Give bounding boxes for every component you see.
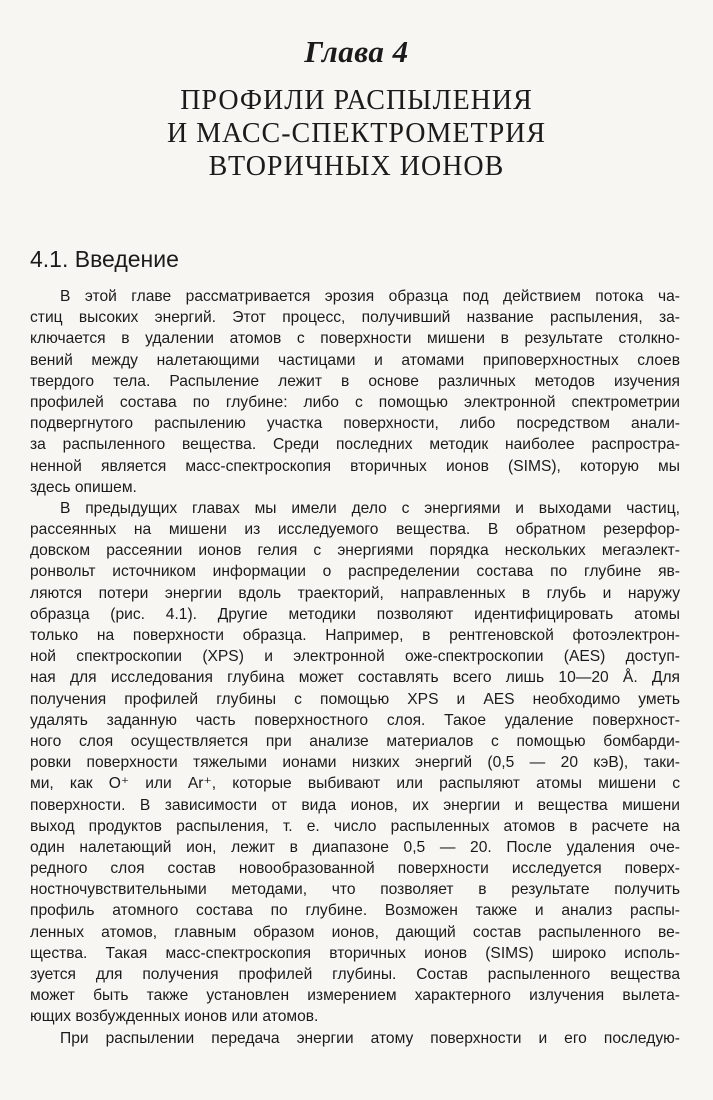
text-line: зуется для получения профилей глубины. Состав распыленного вещества: [30, 966, 680, 983]
text-line: ная для исследования глубина может составлять всего лишь 10—20 Å. Для: [30, 669, 680, 687]
text-line: редного слоя состав новообразованной поверхности исследуется поверх-: [30, 860, 680, 878]
text-line: ровки поверхности тяжелыми ионами низких энергий (0,5 — 20 кэВ), таки-: [30, 754, 680, 772]
text-line: щества. Такая масс-спектроскопия вторичных ионов (SIMS) широко исполь-: [30, 944, 680, 962]
chapter-title-line: И МАСС-СПЕКТРОМЕТРИЯ: [166, 118, 547, 149]
text-line: довском рассеянии ионов гелия с энергиями порядка нескольких мегаэлект-: [30, 542, 680, 560]
text-line: ной спектроскопии (XPS) и электронной оже-спектроскопии (AES) доступ-: [30, 648, 680, 666]
text-line: ми, как O⁺ или Ar⁺, которые выбивают или распыляют атомы мишени с: [30, 775, 680, 793]
text-line: ленных атомов, главным образом ионов, дающий состав распыленного ве-: [30, 923, 680, 941]
text-line: ного слоя осуществляется при анализе материалов с помощью бомбарди-: [30, 732, 680, 750]
text-line: профилей состава по глубине: либо с помощью электронной спектрометрии: [30, 393, 680, 411]
text-line: за распыленного вещества. Среди последних методик наиболее распростра-: [30, 436, 680, 454]
chapter-title-line: ВТОРИЧНЫХ ИОНОВ: [208, 151, 505, 182]
chapter-title-line: ПРОФИЛИ РАСПЫЛЕНИЯ: [180, 85, 533, 116]
text-line: ющих возбужденных ионов или атомов.: [30, 1008, 319, 1026]
text-line: ронвольт источником информации о распределении состава по глубине яв-: [30, 563, 680, 581]
text-line: стиц высоких энергий. Этот процесс, получивший название распыления, за-: [30, 309, 680, 327]
text-line: получения профилей глубины с помощью XPS и AES необходимо уметь: [30, 690, 680, 708]
text-line: твердого тела. Распыление лежит в основе различных методов изучения: [30, 372, 680, 390]
text-line: подвергнутого распылению участка поверхности, либо посредством анали-: [30, 415, 680, 433]
text-line: В предыдущих главах мы имели дело с энергиями и выходами частиц,: [60, 499, 680, 517]
paragraph-3: [30, 1028, 680, 1049]
text-line: может быть также установлен измерением характерного излучения вылета-: [30, 987, 680, 1005]
text-line: выход продуктов распыления, т. е. число распыленных атомов в расчете на: [30, 817, 680, 835]
chapter-title: [0, 84, 713, 183]
text-line: ненной является масс-спектроскопия вторичных ионов (SIMS), которую мы: [30, 457, 680, 475]
text-line: профиль атомного состава по глубине. Возможен также и анализ распы-: [30, 902, 680, 920]
body-text: [30, 286, 680, 1049]
text-line: При распылении передача энергии атому поверхности и его последую-: [60, 1029, 680, 1047]
text-line: удалять заданную часть поверхностного слоя. Такое удаление поверхност-: [30, 711, 680, 729]
chapter-label: Глава 4: [304, 34, 409, 69]
section-heading: 4.1. Введение: [30, 246, 179, 272]
text-line: вений между налетающими частицами и атомами приповерхностных слоев: [30, 351, 680, 369]
text-line: только на поверхности образца. Например, в рентгеновской фотоэлектрон-: [30, 627, 680, 644]
text-line: ляются потери энергии вдоль траекторий, направленных в глубь и наружу: [30, 584, 680, 602]
text-line: рассеянных на мишени из исследуемого вещества. В обратном резерфор-: [30, 521, 680, 539]
paragraph-1: [30, 286, 680, 498]
text-line: один налетающий ион, лежит в диапазоне 0,5 — 20. После удаления оче-: [30, 838, 680, 856]
text-line: поверхности. В зависимости от вида ионов, их энергии и вещества мишени: [30, 796, 680, 814]
text-line: образца (рис. 4.1). Другие методики позволяют идентифицировать атомы: [30, 605, 680, 623]
text-line: В этой главе рассматривается эрозия образца под действием потока ча-: [60, 288, 680, 305]
text-line: ностночувствительными методами, что позволяет в результате получить: [30, 881, 680, 899]
paragraph-2: [30, 498, 680, 1028]
text-line: здесь опишем.: [30, 478, 137, 496]
text-line: ключается в удалении атомов с поверхности мишени в результате столкно-: [30, 330, 680, 348]
